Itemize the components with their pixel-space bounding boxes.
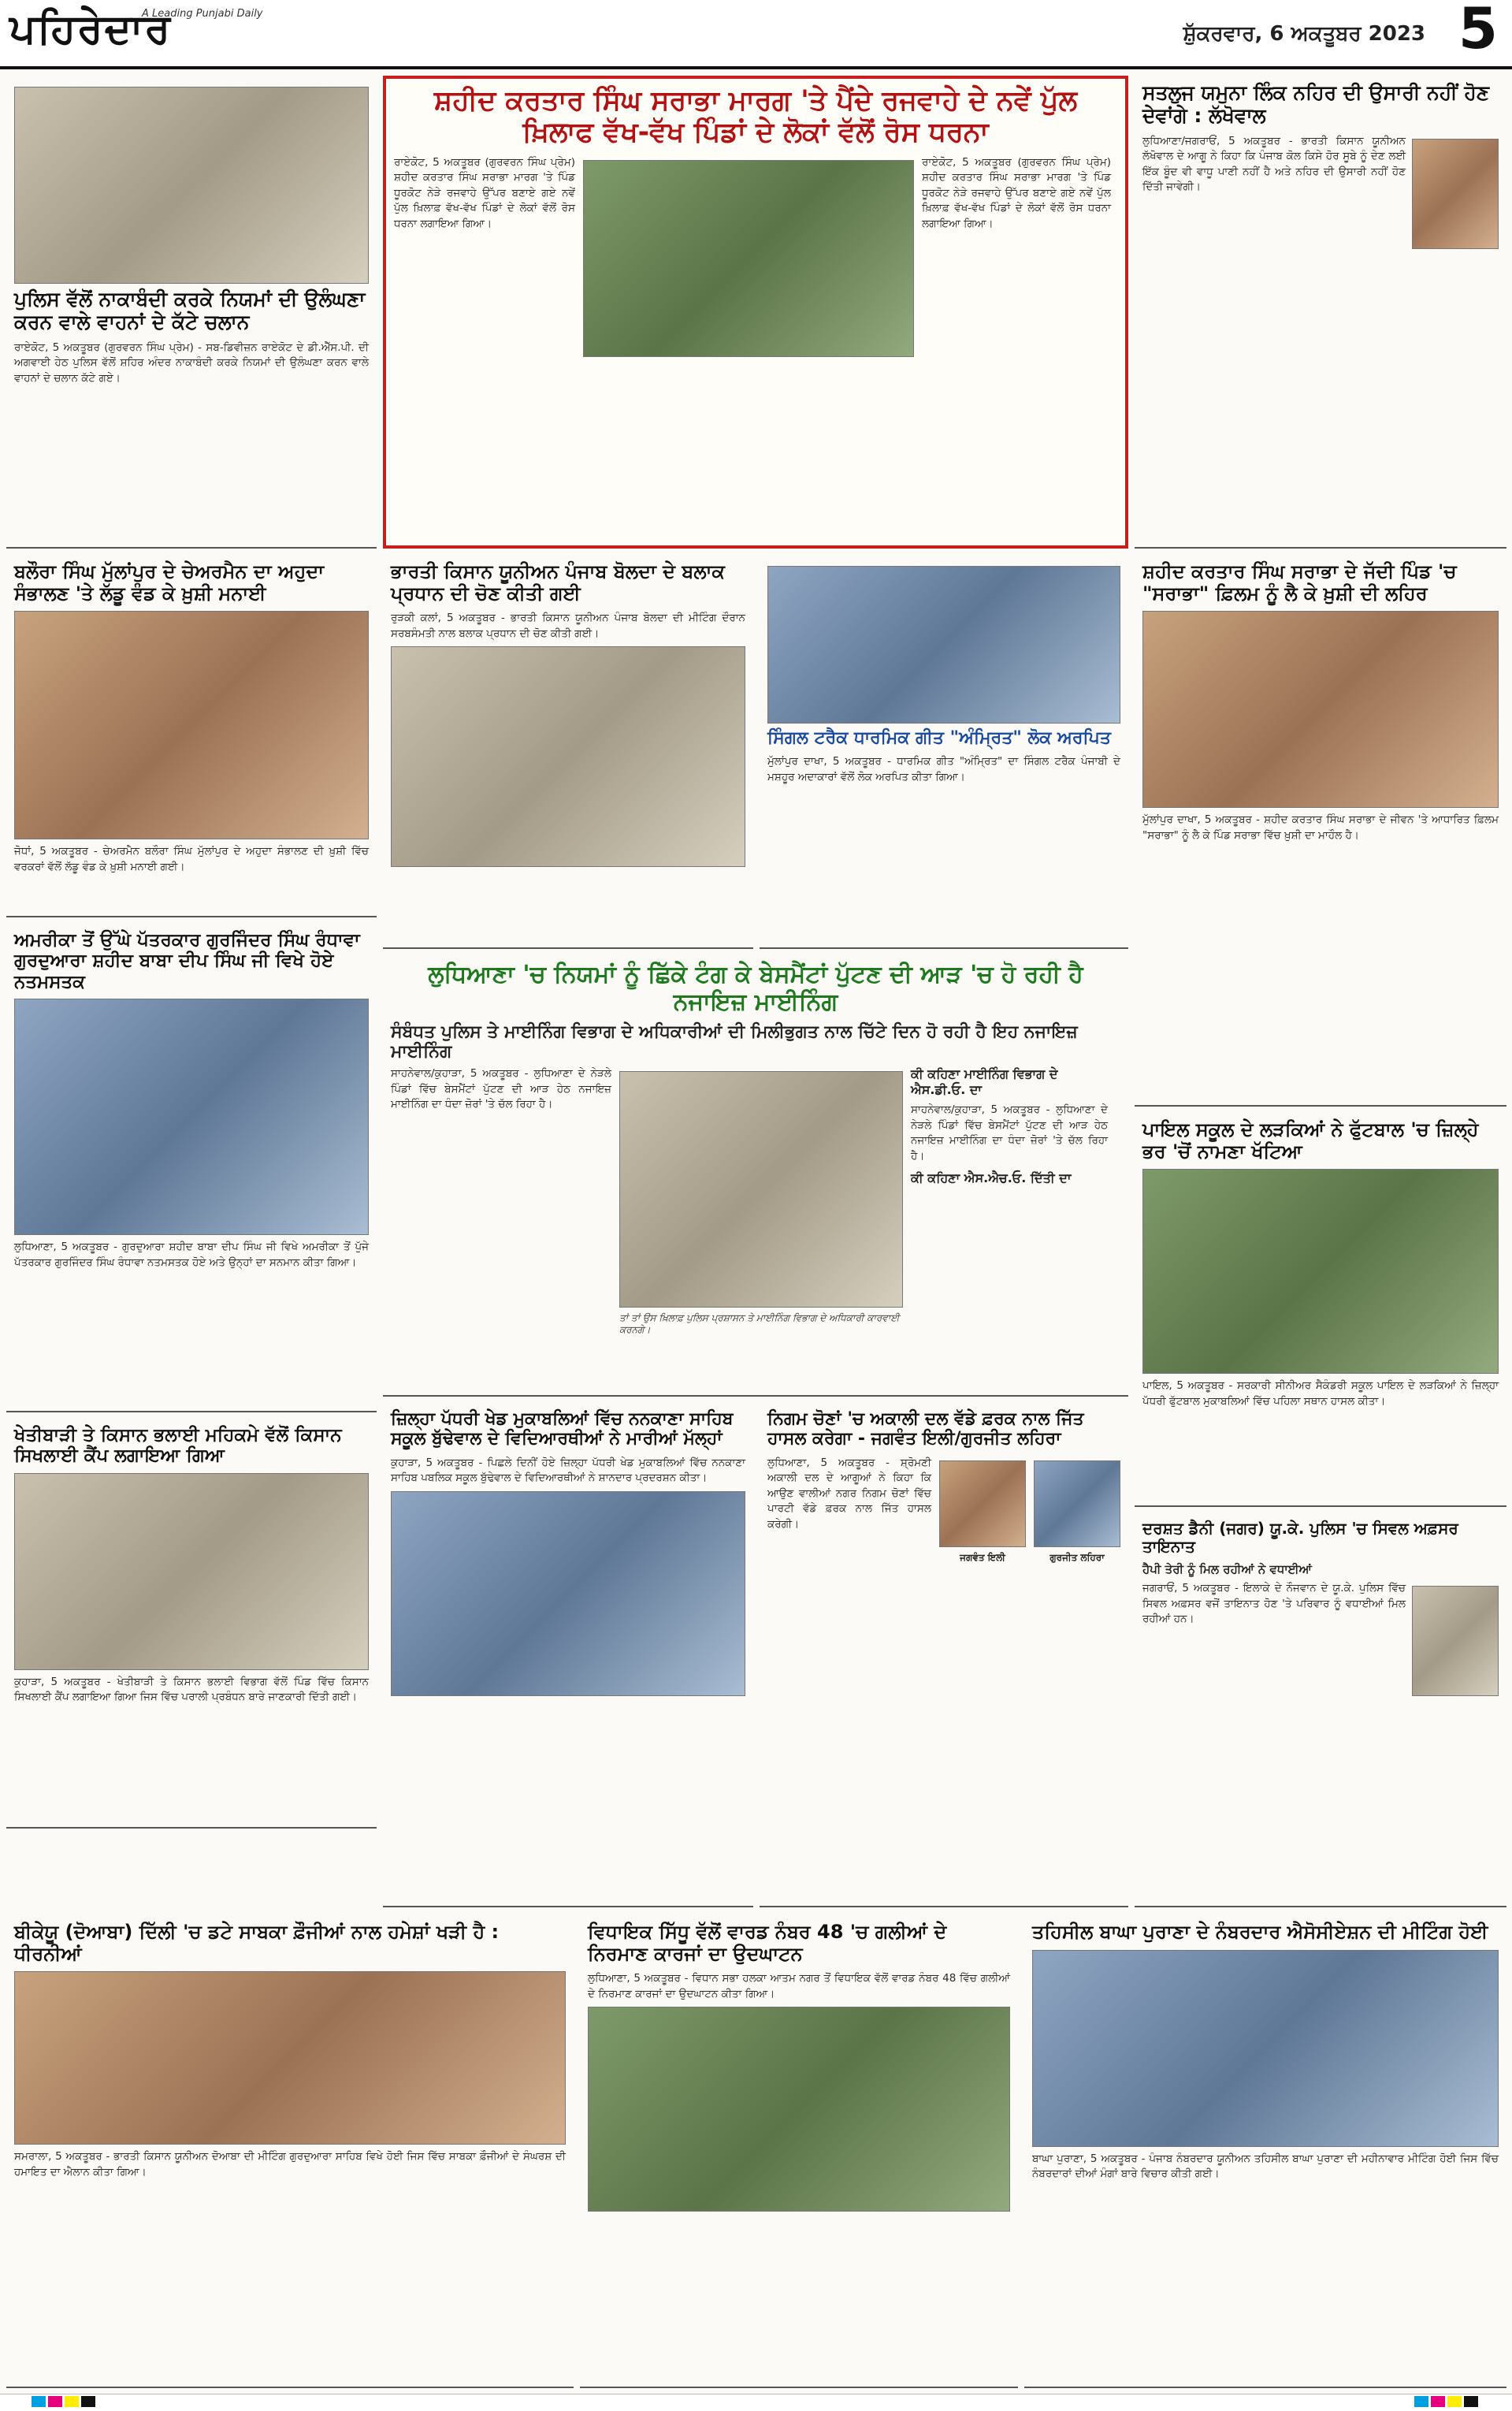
newspaper-tagline: A Leading Punjabi Daily bbox=[142, 8, 263, 20]
article-america bbox=[6, 924, 377, 1412]
mla-headline: ਵਿਧਾਇਕ ਸਿੱਧੂ ਵੱਲੋਂ ਵਾਰਡ ਨੰਬਰ 48 'ਚ ਗਲੀਆਂ ਦੇ ਨਿਰਮਾਣ ਕਾਰਜਾਂ ਦਾ ਉਦਘਾਟਨ bbox=[588, 1921, 947, 1965]
tehsil-body: ਬਾਘਾ ਪੁਰਾਣਾ, 5 ਅਕਤੂਬਰ - ਪੰਜਾਬ ਨੰਬਰਦਾਰ ਯੂਨੀਅਨ ਤਹਿਸੀਲ ਬਾਘਾ ਪੁਰਾਣਾ ਦੀ ਮਹੀਨਾਵਾਰ ਮੀਟਿੰਗ ਹੋਈ ਜਿਸ ਵਿੱਚ ਨੰਬਰਦਾਰਾਂ ਦੀਆਂ ਮੰਗਾਂ ਬਾਰੇ ਵਿਚਾਰ ਕੀਤੀ ਗਈ। bbox=[1032, 2152, 1499, 2181]
article-sarabha-film bbox=[1135, 555, 1506, 1107]
single-track-photo bbox=[767, 566, 1120, 724]
mining-caption: ਤਾਂ ਤਾਂ ਉਸ ਖ਼ਿਲਾਫ਼ ਪੁਲਿਸ ਪ੍ਰਸ਼ਾਸਨ ਤੇ ਮਾਈਨਿੰਗ ਵਿਭਾਗ ਦੇ ਅਧਿਕਾਰੀ ਕਾਰਵਾਈ ਕਰਨਗੇ। bbox=[619, 1312, 900, 1335]
page-number: 5 bbox=[1458, 0, 1498, 61]
police-photo bbox=[14, 87, 369, 284]
registration-marks-right bbox=[1414, 2395, 1480, 2410]
article-sports bbox=[383, 1403, 753, 1907]
article-mining bbox=[383, 955, 1128, 1397]
article-lead bbox=[383, 76, 1128, 549]
mining-body-cont: ਸਾਹਨੇਵਾਲ/ਕੁਹਾੜਾ, 5 ਅਕਤੂਬਰ - ਲੁਧਿਆਣਾ ਦੇ ਨੇੜਲੇ ਪਿੰਡਾਂ ਵਿੱਚ ਬੇਸਮੈਂਟਾਂ ਪੁੱਟਣ ਦੀ ਆੜ ਹੇਠ ਨਜਾਇਜ਼ ਮਾਈਨਿੰਗ ਦਾ ਧੰਦਾ ਜ਼ੋਰਾਂ 'ਤੇ ਚੱਲ ਰਿਹਾ ਹੈ। bbox=[911, 1103, 1108, 1163]
tehsil-headline: ਤਹਿਸੀਲ ਬਾਘਾ ਪੁਰਾਣਾ ਦੇ ਨੰਬਰਦਾਰ ਐਸੋਸੀਏਸ਼ਨ ਦੀ ਮੀਟਿੰਗ ਹੋਈ bbox=[1032, 1921, 1488, 1943]
registration-marks-left bbox=[32, 2395, 98, 2410]
sutlej-mugshot bbox=[1412, 139, 1499, 249]
article-mla bbox=[580, 1915, 1018, 2388]
mining-side-head-2: ਕੀ ਕਹਿਣਾ ਐਸ.ਐਚ.ਓ. ਦਿੱਤੀ ਦਾ bbox=[911, 1170, 1072, 1186]
newspaper-logo: ਪਹਿਰੇਦਾਰ bbox=[9, 5, 172, 53]
mining-side-head: ਕੀ ਕਹਿਣਾ ਮਾਈਨਿੰਗ ਵਿਭਾਗ ਦੇ ਐਸ.ਡੀ.ਓ. ਦਾ bbox=[911, 1066, 1058, 1097]
tehsil-photo bbox=[1032, 1950, 1499, 2147]
sarabha-film-body: ਮੁੱਲਾਂਪੁਰ ਦਾਖਾ, 5 ਅਕਤੂਬਰ - ਸ਼ਹੀਦ ਕਰਤਾਰ ਸਿੰਘ ਸਰਾਭਾ ਦੇ ਜੀਵਨ 'ਤੇ ਆਧਾਰਿਤ ਫ਼ਿਲਮ "ਸਰਾਭਾ" ਨੂੰ ਲੈ ਕੇ ਪਿੰਡ ਸਰਾਭਾ ਵਿੱਚ ਖ਼ੁਸ਼ੀ ਦਾ ਮਾਹੌਲ ਹੈ। bbox=[1142, 813, 1499, 842]
nigam-body: ਲੁਧਿਆਣਾ, 5 ਅਕਤੂਬਰ - ਸ਼੍ਰੋਮਣੀ ਅਕਾਲੀ ਦਲ ਦੇ ਆਗੂਆਂ ਨੇ ਕਿਹਾ ਕਿ ਆਉਣ ਵਾਲੀਆਂ ਨਗਰ ਨਿਗਮ ਚੋਣਾਂ ਵਿੱਚ ਪਾਰਟੀ ਵੱਡੇ ਫ਼ਰਕ ਨਾਲ ਜਿੱਤ ਹਾਸਲ ਕਰੇਗੀ। bbox=[767, 1456, 931, 1531]
lead-headline: ਸ਼ਹੀਦ ਕਰਤਾਰ ਸਿੰਘ ਸਰਾਭਾ ਮਾਰਗ 'ਤੇ ਪੈਂਦੇ ਰਜਵਾਹੇ ਦੇ ਨਵੇਂ ਪੁੱਲ ਖ਼ਿਲਾਫ ਵੱਖ-ਵੱਖ ਪਿੰਡਾਂ ਦੇ ਲੋਕਾਂ ਵੱਲੋਂ ਰੋਸ ਧਰਨਾ bbox=[433, 85, 1078, 149]
article-farmers bbox=[6, 1419, 377, 1829]
mining-headline: ਲੁਧਿਆਣਾ 'ਚ ਨਿਯਮਾਂ ਨੂੰ ਛਿੱਕੇ ਟੰਗ ਕੇ ਬੇਸਮੈਂਟਾਂ ਪੁੱਟਣ ਦੀ ਆੜ 'ਚ ਹੋ ਰਹੀ ਹੈ ਨਜਾਇਜ਼ ਮਾਈਨਿੰਗ bbox=[428, 961, 1083, 1016]
bku-body: ਰੁੜਕੀ ਕਲਾਂ, 5 ਅਕਤੂਬਰ - ਭਾਰਤੀ ਕਿਸਾਨ ਯੂਨੀਅਨ ਪੰਜਾਬ ਬੋਲਦਾ ਦੀ ਮੀਟਿੰਗ ਦੌਰਾਨ ਸਰਬਸੰਮਤੀ ਨਾਲ ਬਲਾਕ ਪ੍ਰਧਾਨ ਦੀ ਚੋਣ ਕੀਤੀ ਗਈ। bbox=[391, 612, 745, 640]
masthead bbox=[0, 0, 1512, 69]
mla-body: ਲੁਧਿਆਣਾ, 5 ਅਕਤੂਬਰ - ਵਿਧਾਨ ਸਭਾ ਹਲਕਾ ਆਤਮ ਨਗਰ ਤੋਂ ਵਿਧਾਇਕ ਵੱਲੋਂ ਵਾਰਡ ਨੰਬਰ 48 ਵਿੱਚ ਗਲੀਆਂ ਦੇ ਨਿਰਮਾਣ ਕਾਰਜਾਂ ਦਾ ਉਦਘਾਟਨ ਕੀਤਾ ਗਿਆ। bbox=[588, 1972, 1010, 2000]
lead-body: ਰਾਏਕੋਟ, 5 ਅਕਤੂਬਰ (ਗੁਰਵਰਨ ਸਿੰਘ ਪ੍ਰੇਮ) ਸ਼ਹੀਦ ਕਰਤਾਰ ਸਿੰਘ ਸਰਾਭਾ ਮਾਰਗ 'ਤੇ ਪਿੰਡ ਧੂਰਕੋਟ ਨੇੜੇ ਰਜਵਾਹੇ ਉੱਪਰ ਬਣਾਏ ਗਏ ਨਵੇਂ ਪੁੱਲ ਖ਼ਿਲਾਫ਼ ਵੱਖ-ਵੱਖ ਪਿੰਡਾਂ ਦੇ ਲੋਕਾਂ ਵੱਲੋਂ ਰੋਸ ਧਰਨਾ ਲਗਾਇਆ ਗਿਆ। bbox=[394, 155, 575, 230]
farmers-body: ਕੁਹਾੜਾ, 5 ਅਕਤੂਬਰ - ਖੇਤੀਬਾੜੀ ਤੇ ਕਿਸਾਨ ਭਲਾਈ ਵਿਭਾਗ ਵੱਲੋਂ ਪਿੰਡ ਵਿੱਚ ਕਿਸਾਨ ਸਿਖਲਾਈ ਕੈਂਪ ਲਗਾਇਆ ਗਿਆ ਜਿਸ ਵਿੱਚ ਪਰਾਲੀ ਪ੍ਰਬੰਧਨ ਬਾਰੇ ਜਾਣਕਾਰੀ ਦਿੱਤੀ ਗਈ। bbox=[14, 1675, 369, 1704]
america-photo bbox=[14, 999, 369, 1235]
bikeu-body: ਸਮਰਾਲਾ, 5 ਅਕਤੂਬਰ - ਭਾਰਤੀ ਕਿਸਾਨ ਯੂਨੀਅਨ ਦੋਆਬਾ ਦੀ ਮੀਟਿੰਗ ਗੁਰਦੁਆਰਾ ਸਾਹਿਬ ਵਿਖੇ ਹੋਈ ਜਿਸ ਵਿੱਚ ਸਾਬਕਾ ਫ਼ੌਜੀਆਂ ਦੇ ਸੰਘਰਸ਼ ਦੀ ਹਮਾਇਤ ਦਾ ਐਲਾਨ ਕੀਤਾ ਗਿਆ। bbox=[14, 2150, 566, 2178]
single-track-body: ਮੁੱਲਾਂਪੁਰ ਦਾਖਾ, 5 ਅਕਤੂਬਰ - ਧਾਰਮਿਕ ਗੀਤ "ਅੰਮ੍ਰਿਤ" ਦਾ ਸਿੰਗਲ ਟਰੈਕ ਪੰਜਾਬੀ ਦੇ ਮਸ਼ਹੂਰ ਅਦਾਕਾਰਾਂ ਵੱਲੋਂ ਲੋਕ ਅਰਪਿਤ ਕੀਤਾ ਗਿਆ। bbox=[767, 755, 1120, 783]
issue-date: ਸ਼ੁੱਕਰਵਾਰ, 6 ਅਕਤੂਬਰ 2023 bbox=[1183, 22, 1425, 46]
article-police bbox=[6, 76, 377, 549]
article-nigam bbox=[760, 1403, 1128, 1907]
article-mullanpur bbox=[6, 555, 377, 917]
sports-headline: ਜ਼ਿਲ੍ਹਾ ਪੱਧਰੀ ਖੇਡ ਮੁਕਾਬਲਿਆਂ ਵਿੱਚ ਨਨਕਾਣਾ ਸਾਹਿਬ ਸਕੂਲ ਬੁੱਢੇਵਾਲ ਦੇ ਵਿਦਿਆਰਥੀਆਂ ਨੇ ਮਾਰੀਆਂ ਮੱਲ੍ਹਾਂ bbox=[391, 1409, 734, 1449]
farmers-headline: ਖੇਤੀਬਾੜੀ ਤੇ ਕਿਸਾਨ ਭਲਾਈ ਮਹਿਕਮੇ ਵੱਲੋਂ ਕਿਸਾਨ ਸਿਖਲਾਈ ਕੈਂਪ ਲਗਾਇਆ ਗਿਆ bbox=[14, 1425, 342, 1467]
payal-photo bbox=[1142, 1169, 1499, 1374]
bku-headline: ਭਾਰਤੀ ਕਿਸਾਨ ਯੂਨੀਅਨ ਪੰਜਾਬ ਬੋਲਦਾ ਦੇ ਬਲਾਕ ਪ੍ਰਧਾਨ ਦੀ ਚੋਣ ਕੀਤੀ ਗਈ bbox=[391, 560, 725, 605]
nigam-mug-name-1: ਜਗਵੰਤ ਇਲੀ bbox=[960, 1551, 1005, 1563]
sports-photo bbox=[391, 1491, 745, 1696]
article-single-track bbox=[760, 555, 1128, 949]
sutlej-body: ਲੁਧਿਆਣਾ/ਜਗਰਾਓਂ, 5 ਅਕਤੂਬਰ - ਭਾਰਤੀ ਕਿਸਾਨ ਯੂਨੀਅਨ ਲੱਖੋਵਾਲ ਦੇ ਆਗੂ ਨੇ ਕਿਹਾ ਕਿ ਪੰਜਾਬ ਕੋਲ ਕਿਸੇ ਹੋਰ ਸੂਬੇ ਨੂੰ ਦੇਣ ਲਈ ਇੱਕ ਬੂੰਦ ਵੀ ਵਾਧੂ ਪਾਣੀ ਨਹੀਂ ਹੈ ਅਤੇ ਨਹਿਰ ਦੀ ਉਸਾਰੀ ਨਹੀਂ ਹੋਣ ਦਿੱਤੀ ਜਾਵੇਗੀ। bbox=[1142, 134, 1406, 194]
lead-photo bbox=[583, 160, 914, 357]
print-registration-bar bbox=[0, 2394, 1512, 2411]
mining-subhead: ਸੰਬੰਧਤ ਪੁਲਿਸ ਤੇ ਮਾਈਨਿੰਗ ਵਿਭਾਗ ਦੇ ਅਧਿਕਾਰੀਆਂ ਦੀ ਮਿਲੀਭੁਗਤ ਨਾਲ ਚਿੱਟੇ ਦਿਨ ਹੋ ਰਹੀ ਹੈ ਇਹ ਨਜਾਇਜ਼ ਮਾਈਨਿੰਗ bbox=[391, 1022, 1078, 1062]
police-officer-body: ਜਗਰਾਓਂ, 5 ਅਕਤੂਬਰ - ਇਲਾਕੇ ਦੇ ਨੌਜਵਾਨ ਦੇ ਯੂ.ਕੇ. ਪੁਲਿਸ ਵਿੱਚ ਸਿਵਲ ਅਫ਼ਸਰ ਵਜੋਂ ਤਾਇਨਾਤ ਹੋਣ 'ਤੇ ਪਰਿਵਾਰ ਨੂੰ ਵਧਾਈਆਂ ਮਿਲ ਰਹੀਆਂ ਹਨ। bbox=[1142, 1582, 1406, 1626]
sports-body: ਕੁਹਾੜਾ, 5 ਅਕਤੂਬਰ - ਪਿਛਲੇ ਦਿਨੀਂ ਹੋਏ ਜ਼ਿਲ੍ਹਾ ਪੱਧਰੀ ਖੇਡ ਮੁਕਾਬਲਿਆਂ ਵਿੱਚ ਨਨਕਾਣਾ ਸਾਹਿਬ ਪਬਲਿਕ ਸਕੂਲ ਬੁੱਢੇਵਾਲ ਦੇ ਵਿਦਿਆਰਥੀਆਂ ਨੇ ਸ਼ਾਨਦਾਰ ਪ੍ਰਦਰਸ਼ਨ ਕੀਤਾ। bbox=[391, 1456, 745, 1485]
police-officer-mugshot bbox=[1412, 1586, 1499, 1696]
america-headline: ਅਮਰੀਕਾ ਤੋਂ ਉੱਘੇ ਪੱਤਰਕਾਰ ਗੁਰਜਿੰਦਰ ਸਿੰਘ ਰੰਧਾਵਾ ਗੁਰਦੁਆਰਾ ਸ਼ਹੀਦ ਬਾਬਾ ਦੀਪ ਸਿੰਘ ਜੀ ਵਿਖੇ ਹੋਏ ਨਤਮਸਤਕ bbox=[14, 930, 360, 992]
sarabha-film-headline: ਸ਼ਹੀਦ ਕਰਤਾਰ ਸਿੰਘ ਸਰਾਭਾ ਦੇ ਜੱਦੀ ਪਿੰਡ 'ਚ "ਸਰਾਭਾ" ਫ਼ਿਲਮ ਨੂੰ ਲੈ ਕੇ ਖ਼ੁਸ਼ੀ ਦੀ ਲਹਿਰ bbox=[1142, 560, 1457, 605]
article-police-officer bbox=[1135, 1513, 1506, 1907]
mullanpur-body: ਜੋਧਾਂ, 5 ਅਕਤੂਬਰ - ਚੇਅਰਮੈਨ ਬਲੌਰਾ ਸਿੰਘ ਮੁੱਲਾਂਪੁਰ ਦੇ ਅਹੁਦਾ ਸੰਭਾਲਣ ਦੀ ਖ਼ੁਸ਼ੀ ਵਿੱਚ ਵਰਕਰਾਂ ਵੱਲੋਂ ਲੱਡੂ ਵੰਡ ਕੇ ਖ਼ੁਸ਼ੀ ਮਨਾਈ ਗਈ। bbox=[14, 845, 369, 873]
bikeu-photo bbox=[14, 1971, 566, 2145]
sutlej-headline: ਸਤਲੁਜ ਯਮੁਨਾ ਲਿੰਕ ਨਹਿਰ ਦੀ ਉਸਾਰੀ ਨਹੀਂ ਹੋਣ ਦੇਵਾਂਗੇ : ਲੱਖੋਵਾਲ bbox=[1142, 81, 1490, 127]
police-officer-headline: ਦਰਸ਼ਤ ਡੈਨੀ (ਜਗਰ) ਯੂ.ਕੇ. ਪੁਲਿਸ 'ਚ ਸਿਵਲ ਅਫ਼ਸਰ ਤਾਇਨਾਤ bbox=[1142, 1519, 1458, 1556]
bikeu-headline: ਬੀਕੇਯੂ (ਦੋਆਬਾ) ਦਿੱਲੀ 'ਚ ਡਟੇ ਸਾਬਕਾ ਫ਼ੌਜੀਆਂ ਨਾਲ ਹਮੇਸ਼ਾਂ ਖੜੀ ਹੈ : ਧੀਰਨੀਆਂ bbox=[14, 1921, 500, 1965]
payal-body: ਪਾਇਲ, 5 ਅਕਤੂਬਰ - ਸਰਕਾਰੀ ਸੀਨੀਅਰ ਸੈਕੰਡਰੀ ਸਕੂਲ ਪਾਇਲ ਦੇ ਲੜਕਿਆਂ ਨੇ ਜ਼ਿਲ੍ਹਾ ਪੱਧਰੀ ਫੁੱਟਬਾਲ ਮੁਕਾਬਲਿਆਂ ਵਿੱਚ ਪਹਿਲਾ ਸਥਾਨ ਹਾਸਲ ਕੀਤਾ। bbox=[1142, 1379, 1499, 1408]
nigam-mugshot-1 bbox=[939, 1460, 1026, 1547]
mining-body: ਸਾਹਨੇਵਾਲ/ਕੁਹਾੜਾ, 5 ਅਕਤੂਬਰ - ਲੁਧਿਆਣਾ ਦੇ ਨੇੜਲੇ ਪਿੰਡਾਂ ਵਿੱਚ ਬੇਸਮੈਂਟਾਂ ਪੁੱਟਣ ਦੀ ਆੜ ਹੇਠ ਨਜਾਇਜ਼ ਮਾਈਨਿੰਗ ਦਾ ਧੰਦਾ ਜ਼ੋਰਾਂ 'ਤੇ ਚੱਲ ਰਿਹਾ ਹੈ। bbox=[391, 1067, 611, 1111]
mining-photo bbox=[619, 1071, 903, 1308]
mullanpur-headline: ਬਲੌਰਾ ਸਿੰਘ ਮੁੱਲਾਂਪੁਰ ਦੇ ਚੇਅਰਮੈਨ ਦਾ ਅਹੁਦਾ ਸੰਭਾਲਣ 'ਤੇ ਲੱਡੂ ਵੰਡ ਕੇ ਖ਼ੁਸ਼ੀ ਮਨਾਈ bbox=[14, 560, 325, 605]
police-body: ਰਾਏਕੋਟ, 5 ਅਕਤੂਬਰ (ਗੁਰਵਰਨ ਸਿੰਘ ਪ੍ਰੇਮ) - ਸਬ-ਡਿਵੀਜ਼ਨ ਰਾਏਕੋਟ ਦੇ ਡੀ.ਐੱਸ.ਪੀ. ਦੀ ਅਗਵਾਈ ਹੇਠ ਪੁਲਿਸ ਵੱਲੋਂ ਸ਼ਹਿਰ ਅੰਦਰ ਨਾਕਾਬੰਦੀ ਕਰਕੇ ਨਿਯਮਾਂ ਦੀ ਉਲੰਘਣਾ ਕਰਨ ਵਾਲੇ ਵਾਹਨਾਂ ਦੇ ਚਲਾਨ ਕੱਟੇ ਗਏ। bbox=[14, 340, 369, 385]
article-sutlej bbox=[1135, 76, 1506, 549]
mullanpur-photo bbox=[14, 611, 369, 839]
lead-body-cont: ਰਾਏਕੋਟ, 5 ਅਕਤੂਬਰ (ਗੁਰਵਰਨ ਸਿੰਘ ਪ੍ਰੇਮ) ਸ਼ਹੀਦ ਕਰਤਾਰ ਸਿੰਘ ਸਰਾਭਾ ਮਾਰਗ 'ਤੇ ਪਿੰਡ ਧੂਰਕੋਟ ਨੇੜੇ ਰਜਵਾਹੇ ਉੱਪਰ ਬਣਾਏ ਗਏ ਨਵੇਂ ਪੁੱਲ ਖ਼ਿਲਾਫ਼ ਵੱਖ-ਵੱਖ ਪਿੰਡਾਂ ਦੇ ਲੋਕਾਂ ਵੱਲੋਂ ਰੋਸ ਧਰਨਾ ਲਗਾਇਆ ਗਿਆ। bbox=[922, 155, 1111, 230]
farmers-photo bbox=[14, 1473, 369, 1670]
sarabha-film-photo bbox=[1142, 611, 1499, 808]
nigam-mug-name-2: ਗੁਰਜੀਤ ਲਹਿਰਾ bbox=[1049, 1551, 1105, 1563]
police-headline: ਪੁਲਿਸ ਵੱਲੋਂ ਨਾਕਾਬੰਦੀ ਕਰਕੇ ਨਿਯਮਾਂ ਦੀ ਉਲੰਘਣਾ ਕਰਨ ਵਾਲੇ ਵਾਹਨਾਂ ਦੇ ਕੱਟੇ ਚਲਾਨ bbox=[14, 288, 366, 333]
single-track-headline: ਸਿੰਗਲ ਟਰੈਕ ਧਾਰਮਿਕ ਗੀਤ "ਅੰਮ੍ਰਿਤ" ਲੋਕ ਅਰਪਿਤ bbox=[767, 728, 1111, 748]
article-payal bbox=[1135, 1113, 1506, 1507]
payal-headline: ਪਾਇਲ ਸਕੂਲ ਦੇ ਲੜਕਿਆਂ ਨੇ ਫੁੱਟਬਾਲ 'ਚ ਜ਼ਿਲ੍ਹੇ ਭਰ 'ਚੋਂ ਨਾਮਣਾ ਖੱਟਿਆ bbox=[1142, 1118, 1479, 1163]
article-bku bbox=[383, 555, 753, 949]
bku-photo bbox=[391, 646, 745, 867]
nigam-headline: ਨਿਗਮ ਚੋਣਾਂ 'ਚ ਅਕਾਲੀ ਦਲ ਵੱਡੇ ਫ਼ਰਕ ਨਾਲ ਜਿੱਤ ਹਾਸਲ ਕਰੇਗਾ - ਜਗਵੰਤ ਇਲੀ/ਗੁਰਜੀਤ ਲਹਿਰਾ bbox=[767, 1409, 1084, 1449]
nigam-mugshot-2 bbox=[1034, 1460, 1120, 1547]
america-body: ਲੁਧਿਆਣਾ, 5 ਅਕਤੂਬਰ - ਗੁਰਦੁਆਰਾ ਸ਼ਹੀਦ ਬਾਬਾ ਦੀਪ ਸਿੰਘ ਜੀ ਵਿਖੇ ਅਮਰੀਕਾ ਤੋਂ ਪੁੱਜੇ ਪੱਤਰਕਾਰ ਗੁਰਜਿੰਦਰ ਸਿੰਘ ਰੰਧਾਵਾ ਨਤਮਸਤਕ ਹੋਏ ਅਤੇ ਉਨ੍ਹਾਂ ਦਾ ਸਨਮਾਨ ਕੀਤਾ ਗਿਆ। bbox=[14, 1241, 369, 1269]
mla-photo bbox=[588, 2007, 1010, 2212]
article-bikeu bbox=[6, 1915, 574, 2388]
police-officer-subhead: ਹੈਪੀ ਤੇਰੀ ਨੂੰ ਮਿਲ ਰਹੀਆਂ ਨੇ ਵਧਾਈਆਂ bbox=[1142, 1562, 1312, 1576]
article-tehsil bbox=[1024, 1915, 1506, 2388]
